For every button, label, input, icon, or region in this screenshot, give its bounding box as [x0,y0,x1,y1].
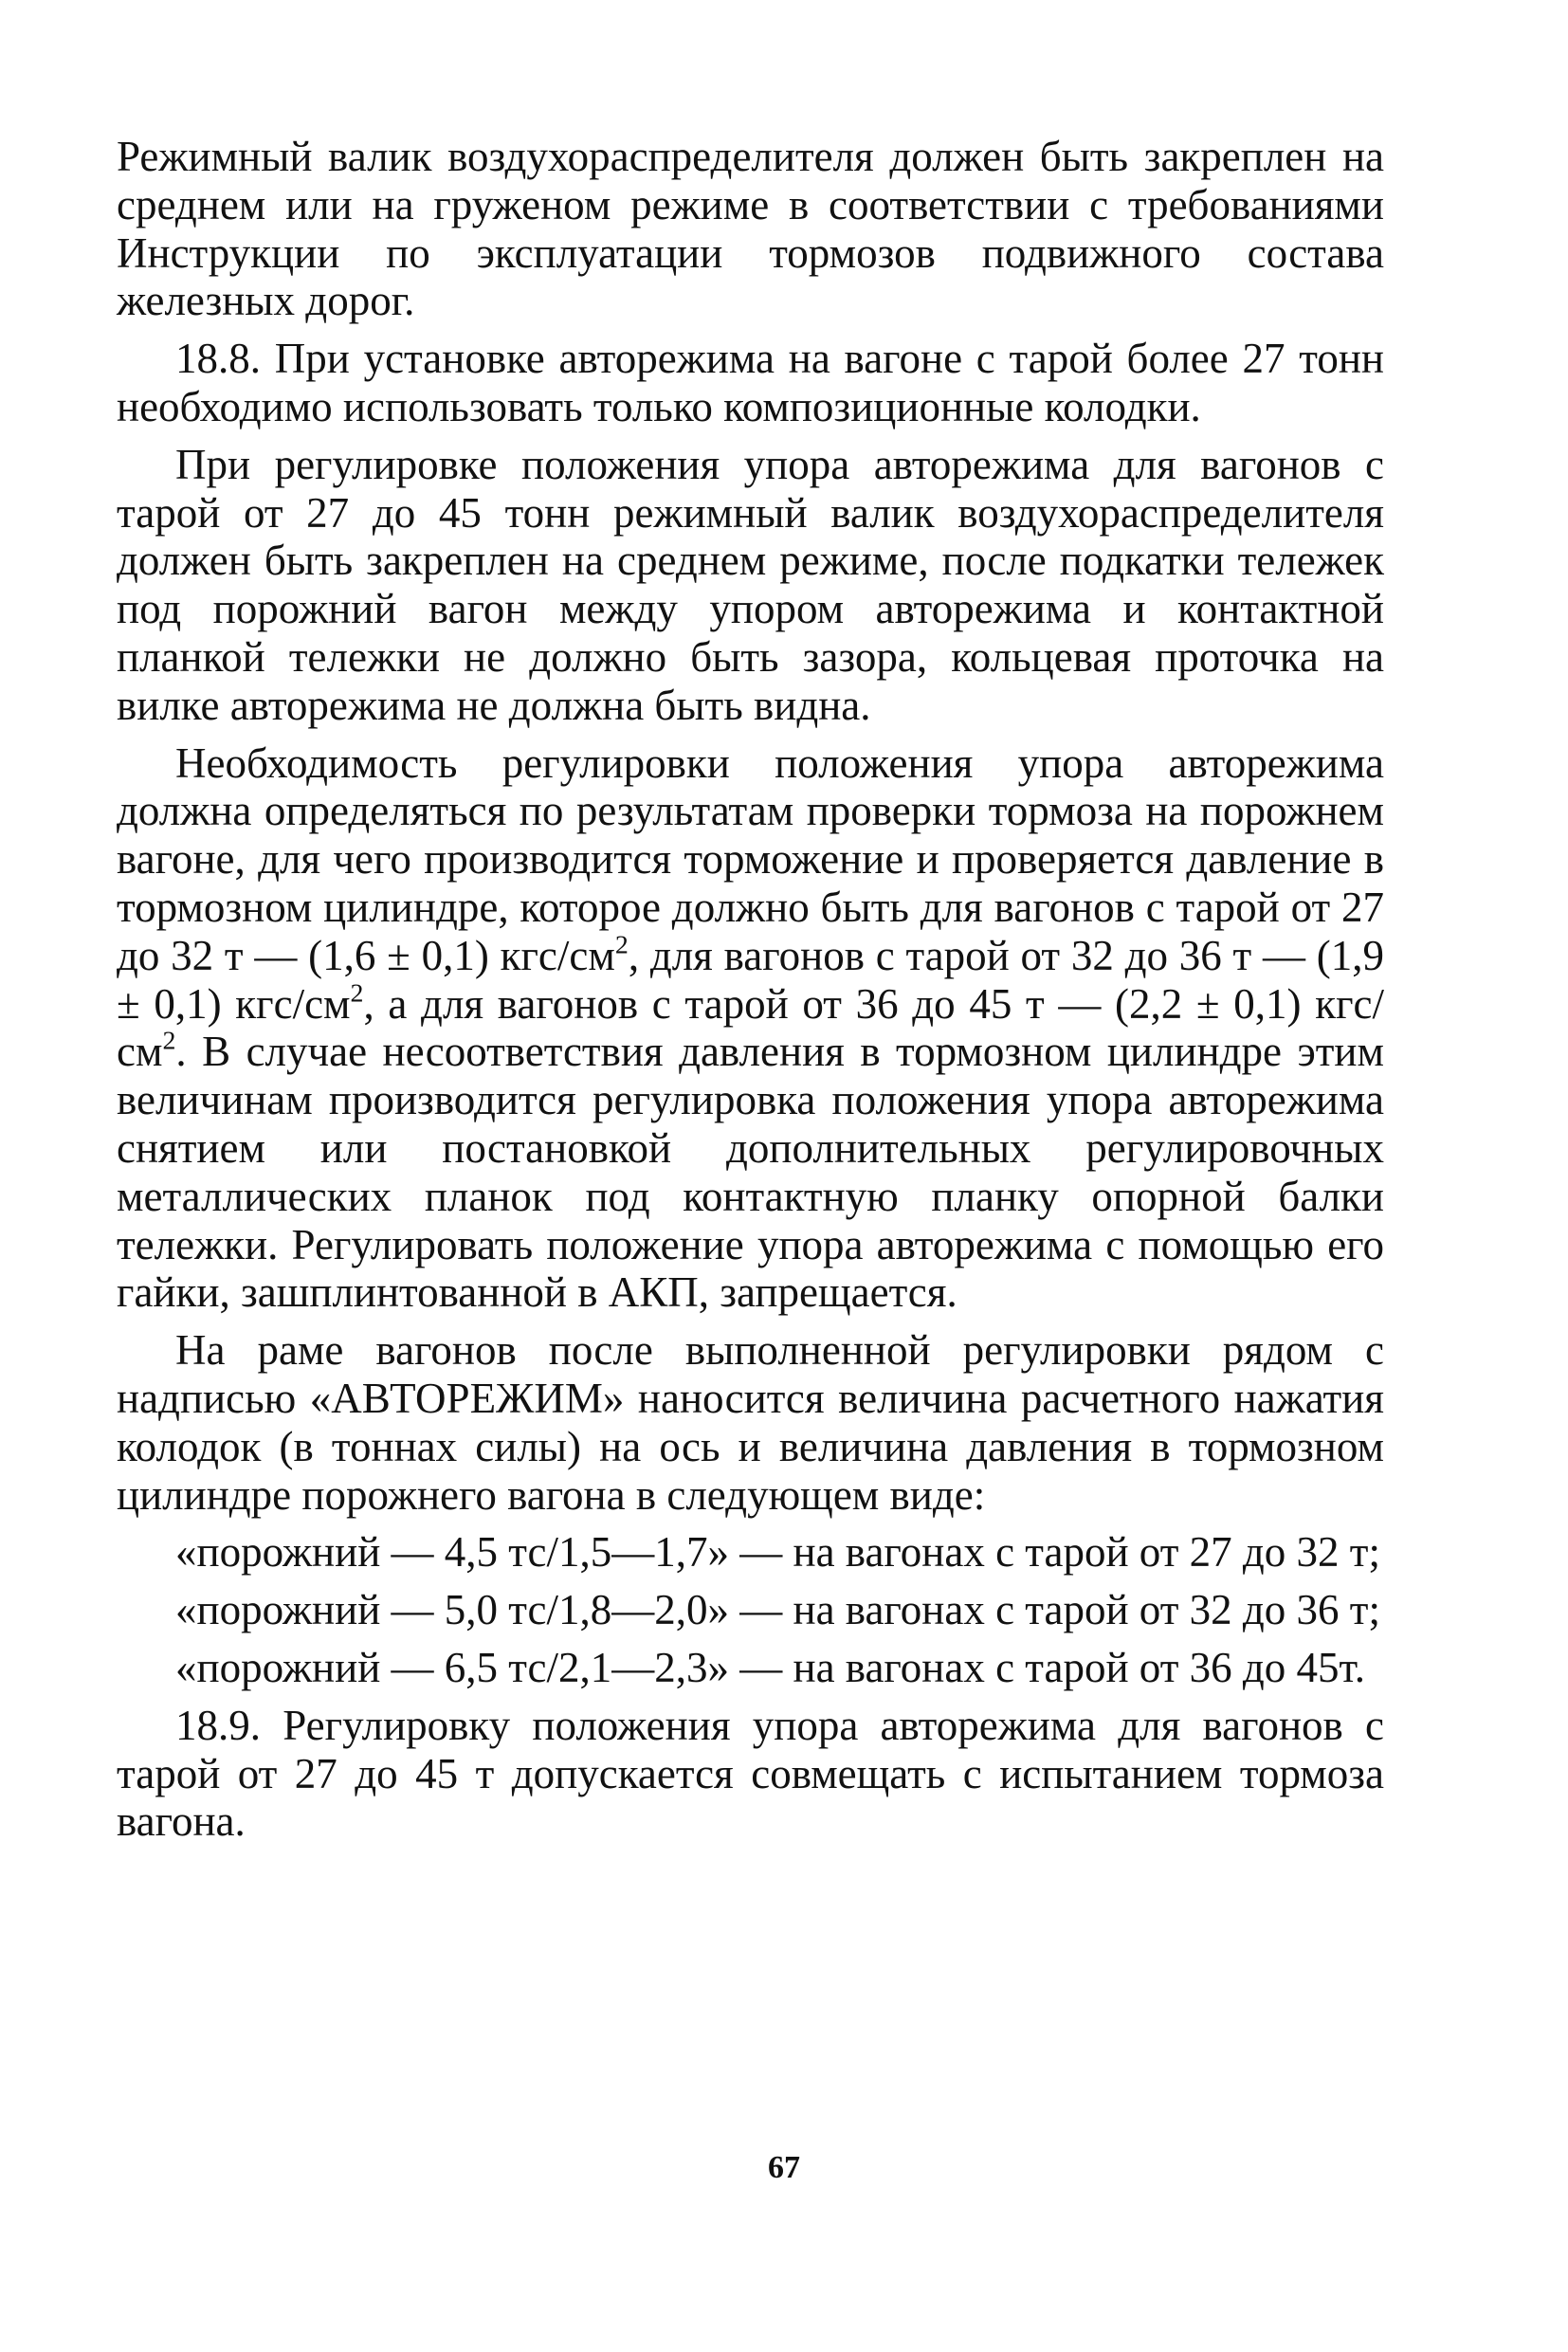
paragraph-5: На раме вагонов после выполненной регулировки рядом с надписью «АВТОРЕЖИМ» наносится величина расчетного нажатия колодок (в тоннах силы) на ось и величина давления в тормозном цилиндре порожнего вагона в следующем виде: [117,1326,1384,1519]
superscript-two: 2 [162,1027,176,1057]
superscript-two: 2 [350,978,364,1009]
paragraph-18-9: 18.9. Регулировку положения упора авторежима для вагонов с тарой от 27 до 45 т допускается совмещать с испытанием тормоза вагона. [117,1701,1384,1846]
marking-item-2: «порожний — 5,0 тс/1,8—2,0» — на вагонах с тарой от 32 до 36 т; [175,1586,1380,1634]
marking-item-1: «порожний — 4,5 тс/1,5—1,7» — на вагонах с тарой от 27 до 32 т; [175,1528,1380,1577]
superscript-two: 2 [614,930,629,960]
page-body-text [117,133,1384,1855]
paragraph-1: Режимный валик воздухораспределителя должен быть закреплен на среднем или на груженом режиме в соответствии с требованиями Инструкции по эксплуатации тормозов подвижного состава железных дорог. [117,133,1384,325]
paragraph-3: При регулировке положения упора авторежима для вагонов с тарой от 27 до 45 тонн режимный валик воздухораспределителя должен быть закреплен на среднем режиме, после подкатки тележек под порожний вагон между упором авторежима и контактной планкой тележки не должно быть зазора, кольцевая проточка на вилке авторежима не должна быть видна. [117,440,1384,729]
paragraph-18-8: 18.8. При установке авторежима на вагоне с тарой более 27 тонн необходимо использовать только композиционные колодки. [117,335,1384,430]
marking-item-3: «порожний — 6,5 тс/2,1—2,3» — на вагонах с тарой от 36 до 45т. [175,1643,1366,1691]
paragraph-4: Необходимость регулировки положения упора авторежима должна определяться по результатам проверки тормоза на порожнем вагоне, для чего производится торможение и проверяется давление в тормозном цилиндре, которое должно быть для вагонов с тарой от 27 до 32 т — (1,6 ± 0,1) кгс/$см^2$, для вагонов с тарой от 32 до 36 т — (1,9 ± 0,1) кгс/$см^2$, а для вагонов с тарой от 36 до 45 т — (2,2 ± 0,1) кгс/$см^2$. В случае несоответствия давления в тормозном цилиндре этим величинам производится регулировка положения упора авторежима снятием или постановкой дополнительных регулировочных металлических планок под контактную планку опорной балки тележки. Регулировать положение упора авторежима с помощью его гайки, зашплинтованной в АКП, запрещается. [117,738,1384,1317]
page-number: 67 [768,2150,800,2185]
